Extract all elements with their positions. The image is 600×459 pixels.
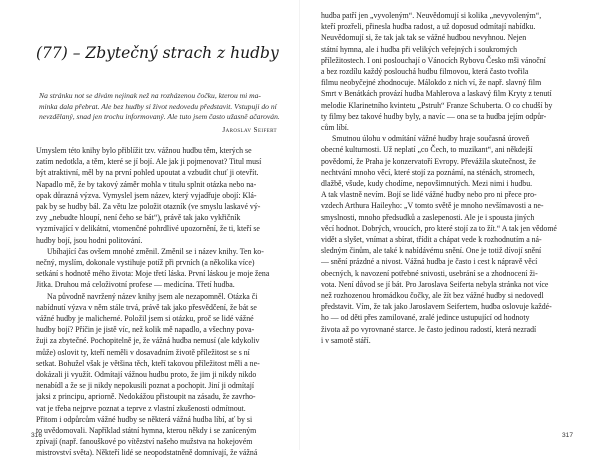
right-body-text	[321, 10, 571, 346]
body-line: být atraktivní, měl by na první pohled upoutat a vzbudit chuť ji otevřít.	[36, 168, 259, 178]
body-line: vzdech Arthura Haileyho: „V tomto světě je mnoho nevšímavosti a ne-	[321, 201, 544, 211]
body-line: mistrovství světa). Někteří lidé se neopodstatněně domnívají, že vážná	[36, 448, 258, 458]
body-line: vážné hudby je malicherné. Položil jsem si otázku, proč se lidé vážné	[36, 314, 254, 324]
body-line: obecné kulturnosti. Už neplatí „co Čech, to muzikant“, ani někdejší	[321, 145, 533, 155]
body-line: představit. Vím, že tak jako Jaroslavem Seifertem, hudba oslovuje každé-	[321, 302, 552, 312]
body-line: obecných, k navození potřebné snivosti, usebrání se a zhodnocení ži-	[321, 268, 538, 278]
body-line: cům líbí.	[321, 123, 349, 133]
body-line: může) oslovit ty, kteří neměli v dosavadním životě příležitost se s ní	[36, 347, 250, 357]
body-line: zatím nedotkla, a těm, které se jí bojí. Ale jak ji pojmenovat? Titul musí	[36, 157, 262, 167]
right-page	[300, 0, 600, 450]
body-line: sledným činům, ale také k nabídávému snění. One je totiž dívojí snění	[321, 246, 542, 256]
body-line: státní hymna, ale i hudba při velikých veřejných i soukromých	[321, 44, 518, 54]
body-line: Jitka. Druhou má celoživotní profese — medicína. Třetí hudba.	[36, 280, 235, 290]
body-line: vota. Není důvod se jí bát. Pro Jaroslava Seiferta nebyla stránka not více	[321, 279, 549, 289]
body-line: Smrt v Benátkách provází hudba Mahlerova a laskavý film Kryty z tenutí	[321, 89, 552, 99]
body-line: melodie Klarinetního kvintetu „Pstruh“ Franze Schuberta. O co chudší by	[321, 100, 553, 110]
body-line: nečný, myslím, dokonale vystihuje potíž při prvních (a několika více)	[36, 258, 255, 268]
body-line: Přitom i odpůrcům vážné hudby se některá vážná hudba líbí, ať by si	[36, 414, 253, 424]
body-line: nechtvání mnoho věcí, které stojí za poznámí, na sténách, stromech,	[321, 167, 535, 177]
body-line: filmu neobyčejné zhodnocuje. Málokdo z nich ví, že např. slavný film	[321, 78, 542, 88]
body-line: ty filmy bez takové hudby byly, a navíc — ona se ta hudba jejím odpůr-	[321, 111, 547, 121]
body-line: povědomí, že Praha je konzervatoří Evropy. Převážila skutečnost, že	[321, 156, 536, 166]
left-page	[0, 0, 300, 458]
body-line: ho — od děti přes zamilované, zralé jedince ustupující od hodnoty	[321, 313, 530, 323]
body-line: Na původně navržený název knihy jsem ale nezapomněl. Otázka či	[47, 291, 258, 301]
body-line: zpívají (např. fanouškové po vítězství našeho mužstva na hokejovém	[36, 437, 253, 447]
body-line: Smutnou úlohu v odmítání vážné hudby hraje současná úroveň	[332, 134, 530, 144]
body-line: žuji za zbytečné. Pochopitelně je, že vážná hudba nemusí (ale kdykoliv	[36, 336, 260, 346]
epigraph	[39, 91, 280, 123]
epigraph-author: Jaroslav Seifert	[222, 126, 277, 134]
body-line: dlažbě, všude, kudy chodíme, nepovšimnutých. Mezi nimi i hudbu.	[321, 179, 533, 189]
body-line: setkání s hodnotě mého života: Moje třetí láska. První láskou je moje žena	[36, 269, 270, 279]
body-line: dokázali ji využít. Odmítají vážnou hudbu proto, že jim ji nikdy nikdo	[36, 370, 257, 380]
body-line: vidět a slyšet, vnímat a sbírat, třídit a chápat vede k rozhodnutím a ná-	[321, 235, 542, 245]
body-line: kteří prozřeli, přinesla hudba radost, a už doposud odmítají nabídku.	[321, 22, 536, 32]
epigraph-line: Na stránku not se dívám nejinak než na rozházenou čočku, kterou mi ma-	[39, 91, 261, 100]
epigraph-line: nevzdělaný, snad jen trochu informovaný. Ale tuto jsem často užasně ačarován.	[39, 112, 280, 121]
body-line: — snění prázdné a nivost. Vážná hudba je často i cest k nápravě věcí	[321, 257, 538, 267]
body-line: Ubíhající čas ovšem mnohé změnil. Změnil se i název knihy. Ten ko-	[47, 246, 264, 256]
body-line: života až po vyrovnané starce. Je často jedinou radostí, která nezradí	[321, 324, 537, 334]
body-line: Napadlo mě, že by takový záměr mohla v titulu splnit otázka nebo na-	[36, 179, 257, 189]
body-line: jaksi z principu, apriorně. Nedokážou přistoupit na zásadu, že zavrho-	[36, 392, 256, 402]
body-line: hudby bojí, jsou hodni politování.	[36, 235, 143, 245]
body-line: opak důrazná výzva. Vymyslel jsem název, který vyjadřuje obojí: Klá-	[36, 190, 257, 200]
body-line: příležitostech. I oni poslouchají o Vánocích Rybovu Česko mši vánoční	[321, 55, 546, 65]
chapter-title: (77) – Zbytečný strach z hudby	[36, 44, 279, 62]
body-line: pak by se hudby bál. Za větu lze položit otazník (ve smyslu laskavé vý-	[36, 202, 261, 212]
epigraph-line: minka dala přebrat. Ale bez hudby si život nedovedu představit. Vstupuji do ní	[39, 101, 277, 111]
body-line: setkat. Bohužel však je většina těch, kteří takovou příležitost měli a ne-	[36, 358, 260, 368]
body-line: Neuvědomují si, že tak jak tak se vážné hudbou nevyhnou. Nejen	[321, 33, 527, 43]
body-line: vyzmívající v delikátní, vtomenčné pohrdlivé upozornění, že ti, kteří se	[36, 224, 260, 234]
body-line: zvy „nebudte hloupí, není čeho se bát“), právě tak jako vykřičník	[36, 213, 241, 223]
body-line: Umyslem této knihy bylo přiblížit tzv. vážnou hudbu těm, kterých se	[36, 146, 252, 155]
body-line: než rozhozenou hromádkou čočky, ale žít bez vážné hudby si nedovedl	[321, 291, 544, 301]
page-number-right: 317	[562, 432, 574, 439]
body-line: vat je třeba nejprve poznat a teprve z vlastní zkušenosti odmítnout.	[36, 403, 246, 413]
page-number-left: 316	[31, 432, 43, 439]
body-line: A tak vlastně nevím. Bojí se lidé vážné hudby nebo pro ni přece pro-	[321, 190, 537, 200]
body-line: a bez rozdílu každý poslouchá hudbu filmovou, která často tvořila	[321, 67, 529, 77]
body-line: to uvědomovali. Například státní hymna, kterou někdy i se zaníceným	[36, 426, 257, 436]
body-line: hudba patří jen „vyvoleným“. Neuvědomují si kolika „nevyvoleným“,	[321, 11, 542, 20]
body-line: věcí hodnot. Dobrých, vroucích, pro které stojí za to žít.“ A tak jen vědomé	[321, 223, 557, 233]
body-line: i v samotě stáří.	[321, 335, 371, 345]
body-line: nabídnutí výzva v něm stále trvá, právě tak jako přesvědčení, že bát se	[36, 302, 257, 312]
left-body-text	[36, 145, 278, 459]
body-line: smyslnosti, mnoho předsudků a zaslepenosti. Ale je i spousta jiných	[321, 212, 535, 222]
body-line: hudby bojí? Příčin je jistě víc, než kolik mě napadlo, a všechny pova-	[36, 325, 255, 335]
body-line: nenabídl a že se ji nikdy nepokusili poznat a pochopit. Jiní ji odmítají	[36, 381, 255, 391]
